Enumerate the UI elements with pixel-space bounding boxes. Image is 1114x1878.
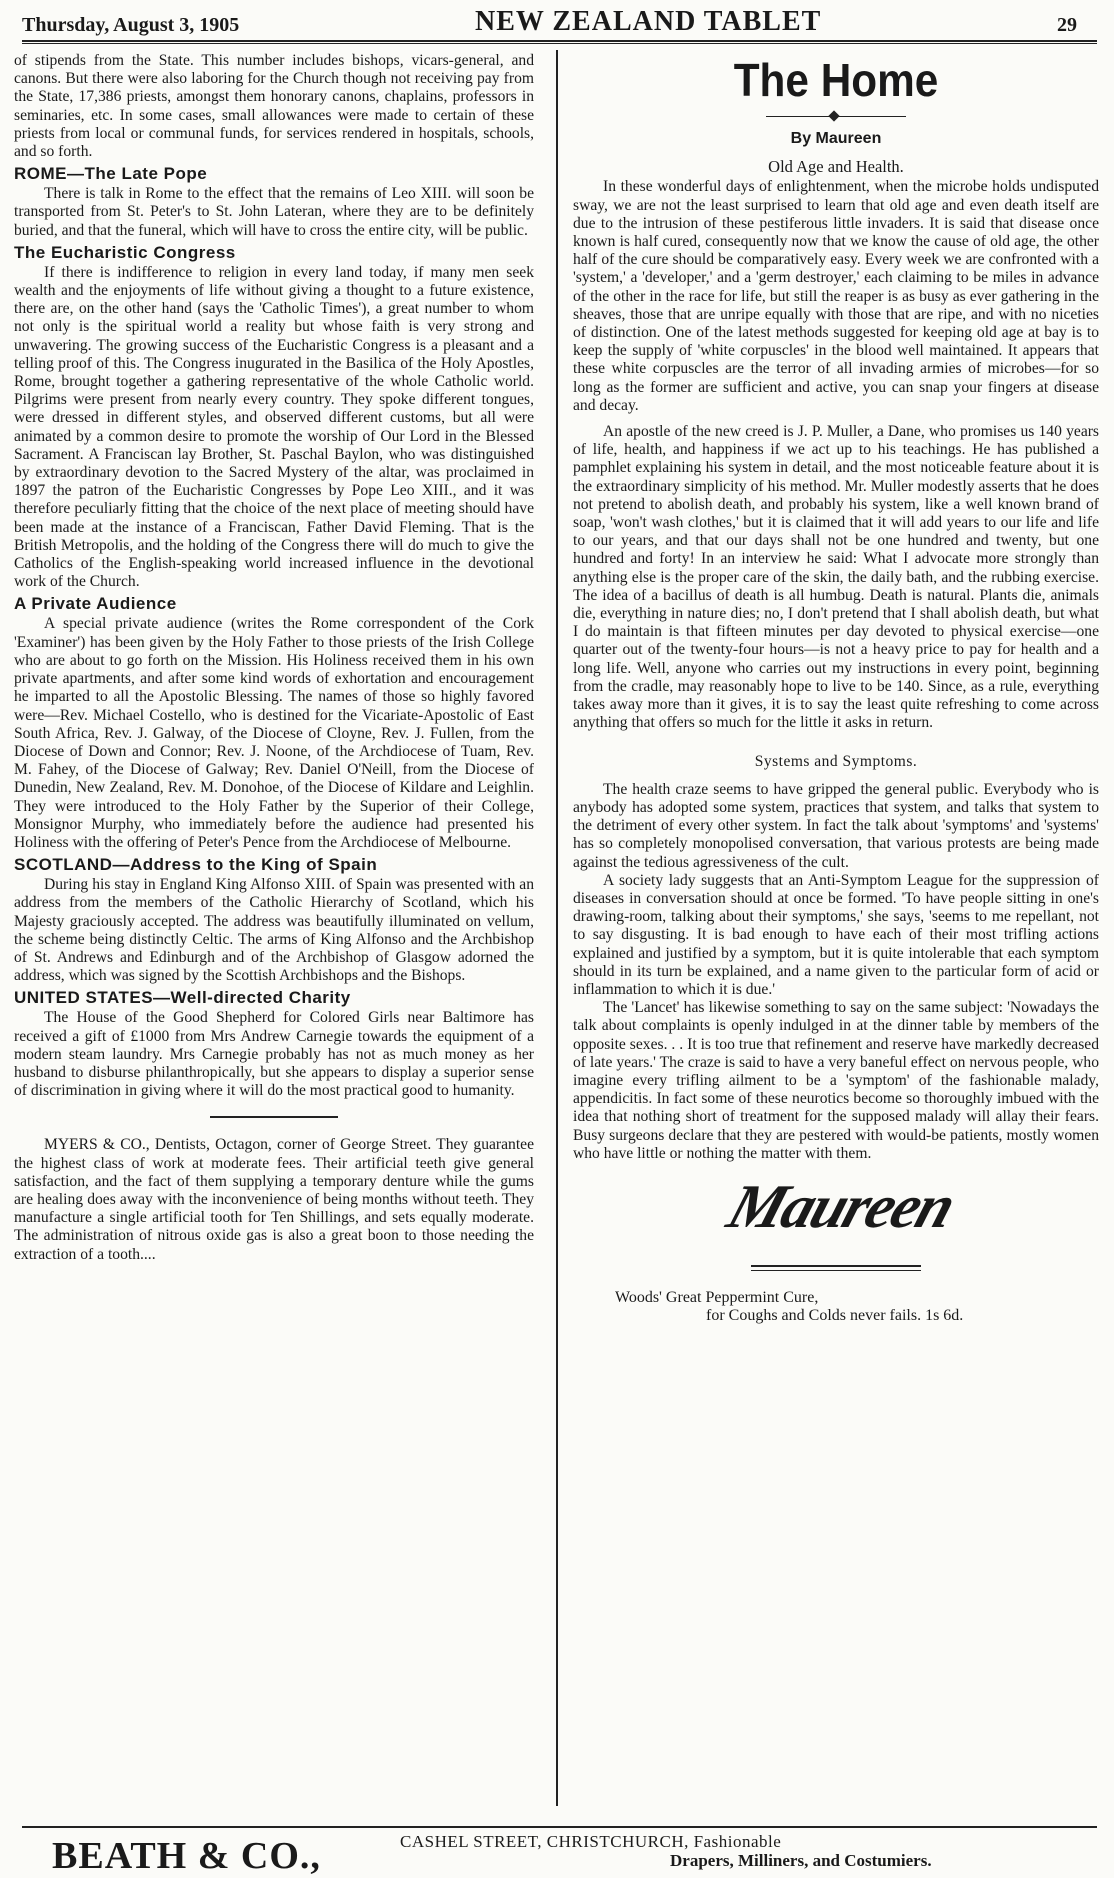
- woods-ad-line-1: Woods' Great Peppermint Cure,: [615, 1288, 819, 1306]
- rome-heading: ROME—The Late Pope: [14, 164, 208, 184]
- eucharistic-heading: The Eucharistic Congress: [14, 242, 236, 262]
- masthead-rule: [22, 43, 1097, 44]
- old-age-paragraph-2: An apostle of the new creed is J. P. Muller, a Dane, who promises us 140 years of life, health, and happiness if we act up to his teachings. He has published a pamphlet explaining his system in detail, and the most noticeable feature about it is the extraordinary simplicity of his method. Mr. Muller modestly asserts that he does not pretend to abolish death, and probably his system, like a well known brand of soap, 'won't wash clothes,' but it is claimed that it will add years to our life and life to our years, and that our days shall not be one hundred and twenty, but one hundred and forty! In an interview he said: What I advocate more strongly than anything else is the proper care of the skin, the daily bath, and the rubbing exercise. The idea of a bacillus of death is all humbug. Death is natural. Plants die, animals die, everything in nature dies; no, I don't pretend that I shall abolish death, but what I do maintain is that fifteen minutes per day devoted to physical exercise—one quarter out of the twenty-four hours—is not a heavy price to pay for health and a long life. Well, anyone who carries out my instructions in every point, beginning from the cradle, may reasonably hope to live to be 140. Since, as a rule, everything takes away more than it gives, it is to say the least quite refreshing to come across anything that offers so much for the little it asks in return.: [573, 423, 1099, 732]
- title-ornament: [766, 112, 906, 122]
- left-column: [14, 52, 534, 1264]
- systems-heading: Systems and Symptoms.: [754, 752, 918, 770]
- diamond-icon: [828, 110, 839, 121]
- newspaper-title: NEW ZEALAND TABLET: [474, 6, 822, 37]
- myers-advertisement: MYERS & CO., Dentists, Octagon, corner of George Street. They guarantee the highest class of work at moderate fees. Their artificial teeth give general satisfaction, and the fact of them supplying a temporary denture while the gums are healing does away with the inconvenience of being months without teeth. They manufacture a single artificial tooth for Ten Shillings, and sets equally moderate. The administration of nitrous oxide gas is also a great boon to those needing the extraction of a tooth....: [14, 1136, 534, 1263]
- maureen-signature: Maureen: [719, 1172, 963, 1241]
- issue-date: Thursday, August 3, 1905: [22, 14, 240, 36]
- page-number: 29: [1057, 14, 1077, 36]
- united-states-heading: UNITED STATES—Well-directed Charity: [14, 988, 351, 1008]
- beath-trades: Drapers, Milliners, and Costumiers.: [670, 1851, 932, 1870]
- eucharistic-paragraph: If there is indifference to religion in every land today, if many men seek wealth and the enjoyments of life without giving a thought to a future existence, there are, on the other hand (says the 'Catholic Times'), a great number to whom not only is the spiritual world a reality but whose faith is very strong and unwavering. The growing success of the Eucharistic Congress is a pleasant and a telling proof of this. The Congress inugurated in the Basilica of the Holy Apostles, Rome, brought together a gathering representative of the whole Catholic world. Pilgrims were present from nearly every country. They spoke different tongues, were dressed in different styles, and observed different customs, but all were animated by a common desire to promote the worship of Our Lord in the Blessed Sacrament. A Franciscan lay Brother, St. Paschal Baylon, who was distinguished by extraordinary devotion to the Sacred Mystery of the altar, was proclaimed in 1897 the patron of the Eucharistic Congresses by Pope Leo XIII., and it was therefore peculiarly fitting that the choice of the next place of meeting should have been made at the instance of a Franciscan, Father David Fleming. That is the British Metropolis, and the holding of the Congress there will do much to give the Catholics of the English-speaking world increased influence in the devotional work of the Church.: [14, 263, 534, 591]
- beath-name: BEATH & CO.,: [52, 1835, 321, 1877]
- woods-ad-line-2: for Coughs and Colds never fails. 1s 6d.: [706, 1307, 964, 1325]
- rome-paragraph: There is talk in Rome to the effect that the remains of Leo XIII. will soon be transported from St. Peter's to St. John Lateran, where they are to be definitely buried, and that the funeral, which will have to cross the entire city, will be public.: [14, 185, 534, 239]
- scotland-paragraph: During his stay in England King Alfonso XIII. of Spain was presented with an address from the members of the Catholic Hierarchy of Scotland, which his Majesty graciously accepted. The address was beautifully illuminated on vellum, the scheme being distinctly Celtic. The arms of King Alfonso and the Archbishop of St. Andrews and Edinburgh and of the Archbishop of Glasgow adorned the address, which was signed by the Scottish Archbishops and the Bishops.: [14, 876, 534, 985]
- intro-paragraph: of stipends from the State. This number includes bishops, vicars-general, and canons. But there were also laboring for the Church though not receiving pay from the State, 17,386 priests, amongst them honorary canons, chaplains, professors in seminaries, etc. In some cases, small allowances were made to certain of these priests from local or communal funds, for services rendered in hospitals, schools, and so forth.: [14, 52, 534, 161]
- column-divider: [556, 50, 558, 1806]
- scotland-heading: SCOTLAND—Address to the King of Spain: [14, 855, 378, 875]
- home-title: The Home: [733, 54, 939, 106]
- united-states-paragraph: The House of the Good Shepherd for Colored Girls near Baltimore has received a gift of £1000 from Mrs Andrew Carnegie towards the equipment of a modern steam laundry. Mrs Carnegie probably has not as much money as her husband to disburse philanthropically, but she appears to display a superior sense of discrimination in giving where it will do the most practical good to humanity.: [14, 1009, 534, 1100]
- beath-address: CASHEL STREET, CHRISTCHURCH, Fashionable: [400, 1832, 782, 1851]
- footer-advertisement: [40, 1830, 1090, 1877]
- byline: By Maureen: [790, 130, 882, 147]
- audience-heading: A Private Audience: [14, 594, 177, 614]
- masthead: [22, 4, 1097, 42]
- double-rule: [751, 1265, 921, 1271]
- systems-paragraph-2: A society lady suggests that an Anti-Symptom League for the suppression of diseases in conversation should at once be formed. 'To have people sitting in one's drawing-room, talking about their symptoms,' she says, 'seems to me repellant, not to say disgusting. It is bad enough to have each of their most trifling actions explained and justified by a symptom, but it is quite intolerable that each symptom should in its turn be explained, and a name given to the particular form of acid or inflammation to which it is due.': [573, 871, 1099, 998]
- old-age-heading: Old Age and Health.: [768, 157, 904, 177]
- footer-rule: [22, 1826, 1097, 1828]
- audience-paragraph: A special private audience (writes the Rome correspondent of the Cork 'Examiner') has been given by the Holy Father to those priests of the Irish College who are about to go forth on the Mission. His Holiness received them in his own private apartments, and after some kind words of exhortation and encouragement he imparted to all the Apostolic Blessing. The names of those so highly favored were—Rev. Michael Costello, who is destined for the Vicariate-Apostolic of East South Africa, Rev. J. Galway, of the Diocese of Cloyne, Rev. J. Fullen, from the Diocese of Down and Connor; Rev. J. Noone, of the Archdiocese of Tuam, Rev. M. Fahey, of the Diocese of Galway; Rev. Daniel O'Neill, from the Diocese of Dunedin, New Zealand, Rev. M. Donohoe, of the Diocese of Kildare and Leighlin. They were introduced to the Holy Father by the Superior of their College, Monsignor Murphy, who immediately before the audience had presented his Holiness with the offering of Peter's Pence from the Archdiocese of Melbourne.: [14, 615, 534, 851]
- systems-paragraph-1: The health craze seems to have gripped the general public. Everybody who is anybody has adopted some system, practices that system, and talks that system to the detriment of every other system. In fact the talk about 'symptoms' and 'systems' has so completely monopolised conversation, that various protests are being made against the tedious agressiveness of the cult.: [573, 780, 1099, 871]
- section-divider: [210, 1116, 338, 1118]
- systems-paragraph-3: The 'Lancet' has likewise something to say on the same subject: 'Nowadays the talk about complaints is openly indulged in at the dinner table by members of the opposite sexes. . . It is too true that refinement and reserve have markedly decreased of late years.' The craze is said to have a very baneful effect on nervous people, who imagine every trifling ailment to be a 'symptom' of the fashionable malady, appendicitis. In fact some of these neurotics become so thoroughly imbued with the idea that nothing short of treatment for the supposed malady will allay their fears. Busy surgeons declare that they are pestered with would-be patients, mostly women who have little or nothing the matter with them.: [573, 999, 1099, 1162]
- old-age-paragraph-1: In these wonderful days of enlightenment, when the microbe holds undisputed sway, we are not the least surprised to learn that old age and even death itself are due to the intrusion of these pestiferous little invaders. It is said that disease once known is half cured, consequently now that we know the cause of old age, the other half of the cure should be comparatively easy. Every week we are confronted with a 'system,' a 'developer,' and a 'germ destroyer,' each claiming to be miles in advance of the other in the race for life, but still the reaper is as busy as ever gathering in the sheaves, those that are unripe equally with those that are ripe, and with no niceties of distinction. One of the latest methods suggested for keeping old age at bay is to keep the supply of 'white corpuscles' in the blood well maintained. It appears that these white corpuscles are the terror of all invading armies of microbes—for so long as the former are sufficient and active, you can snap your fingers at disease and decay.: [573, 178, 1099, 414]
- right-column: [573, 52, 1099, 1325]
